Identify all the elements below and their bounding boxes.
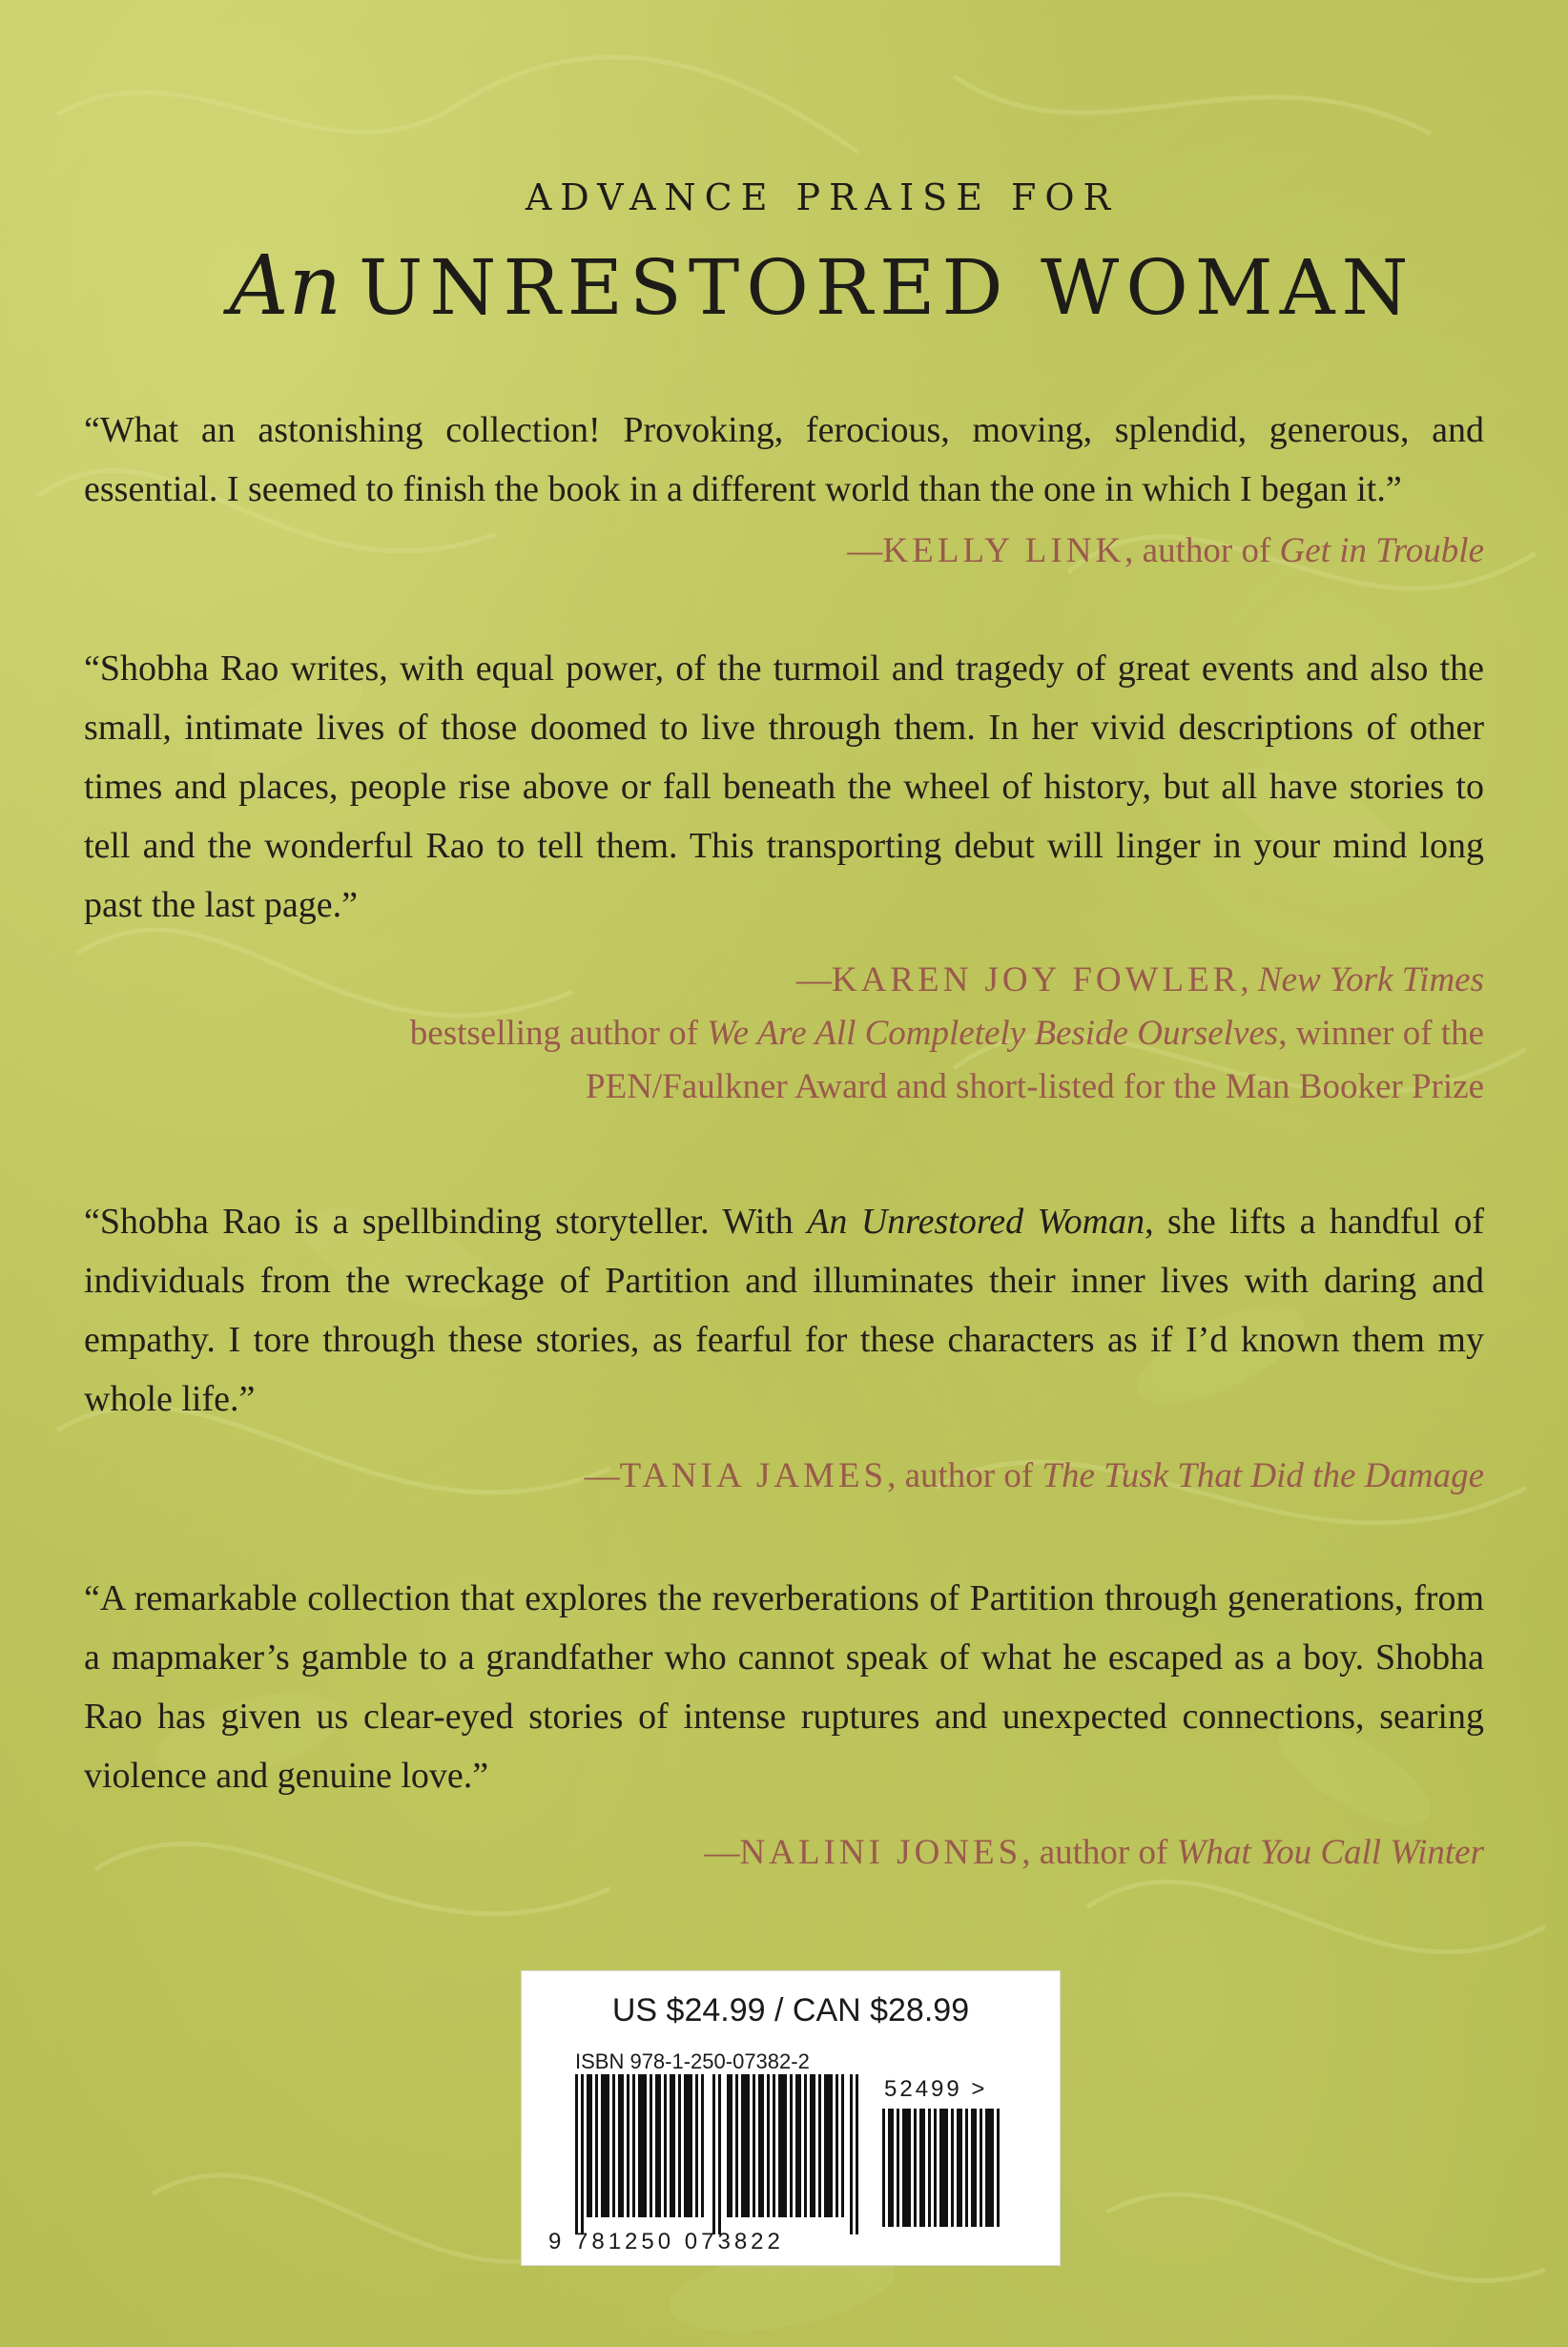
price-text: US $24.99 / CAN $28.99 [611,1992,970,2028]
attribution-kelly-link [847,525,1484,578]
attribution-dash: — [795,960,832,999]
isbn-text: ISBN 978-1-250-07382-2 [575,2049,810,2073]
attribution-role: , author of [1021,1833,1177,1872]
quote-text: “What an astonishing collection! Provoking, ferocious, moving, splendid, generous, and essential. I seemed to finish the book in a different world than the one in which I began it.” [84,410,1484,509]
price-barcode-label [521,1970,1061,2266]
attribution-dash: — [704,1833,740,1872]
title-an-script: An [229,238,341,334]
attribution-karen-joy-fowler [410,954,1484,1114]
attribution-role: , author of [1124,531,1280,570]
attribution-dash: — [584,1456,620,1495]
title-main: UNRESTORED WOMAN [358,243,1415,332]
quote-kelly-link [84,401,1484,519]
attribution-work: The Tusk That Did the Damage [1042,1456,1484,1495]
attribution-work: What You Call Winter [1176,1833,1484,1872]
attribution-name: TANIA JAMES [619,1456,888,1495]
attribution-text: , winner of the [1278,1014,1484,1053]
advance-praise-heading: ADVANCE PRAISE FOR [525,176,1120,218]
attribution-publication: New York Times [1257,960,1484,999]
quote-text: “A remarkable collection that explores the reverberations of Partition through generations, from a mapmaker’s gamble to a grandfather who cannot speak of what he escaped as a boy. Shobha Rao has given us clear-eyed stories of intense ruptures and unexpected connections, searing violence and genuine love.” [84,1578,1484,1796]
attribution-role: , [1240,960,1258,999]
quote-tania-james [84,1192,1484,1429]
quote-book-title: An Unrestored Woman [807,1202,1145,1242]
attribution-tania-james [585,1450,1484,1503]
addon-price-digits: 52499 > [884,2076,988,2102]
attribution-name: KELLY LINK [882,531,1125,570]
quote-karen-joy-fowler [84,639,1484,935]
attribution-line-1 [410,954,1484,1007]
attribution-line-3: PEN/Faulkner Award and short-listed for the Man Booker Prize [586,1067,1484,1106]
attribution-work: Get in Trouble [1279,531,1484,570]
attribution-work: We Are All Completely Beside Ourselves [707,1014,1279,1053]
quote-text-part: “Shobha Rao is a spellbinding storyteller. With [84,1202,808,1242]
attribution-line-2 [410,1007,1484,1060]
price-addon-barcode [882,2109,1001,2227]
quote-nalini-jones [84,1569,1484,1805]
attribution-name: KAREN JOY FOWLER [831,960,1241,999]
attribution-name: NALINI JONES [739,1833,1022,1872]
attribution-role: , author of [887,1456,1042,1495]
attribution-nalini-jones [705,1826,1484,1880]
quote-text: “Shobha Rao writes, with equal power, of the turmoil and tragedy of great events and also the small, intimate lives of those doomed to live through them. In her vivid descriptions of other times and places, people rise above or fall beneath the wheel of history, but all have stories to tell and the wonderful Rao to tell them. This transporting debut will linger in your mind long past the last page.” [84,649,1484,925]
book-title [38,238,1568,334]
isbn-barcode [575,2074,861,2234]
attribution-text: bestselling author of [409,1014,708,1053]
attribution-dash: — [847,531,883,570]
barcode-number: 9 781250 073822 [548,2229,784,2254]
quote-text-part: , she lifts a handful of individuals from the wreckage of Partition and illuminates their inner lives with daring and empathy. I tore through these stories, as fearful for these characters as if I’d known them my whole life.” [84,1202,1484,1419]
quote-text [84,1192,1484,1429]
